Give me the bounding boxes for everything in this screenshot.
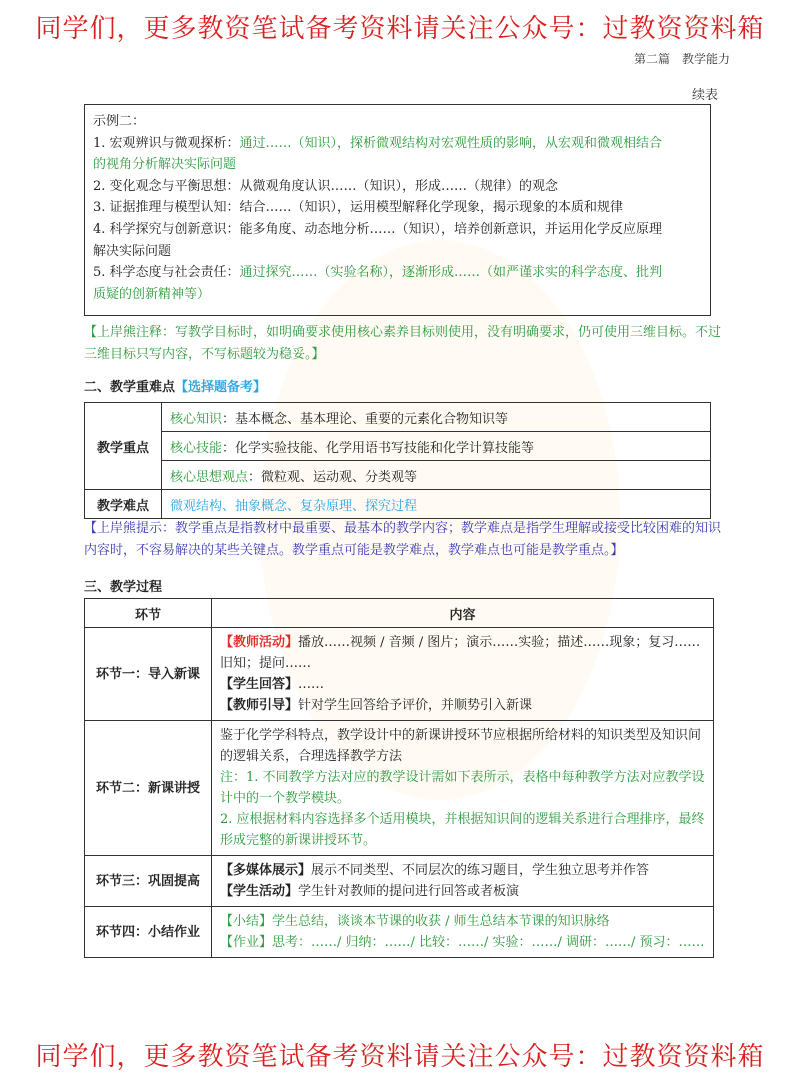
key-name: 核心思想观点 (170, 469, 249, 485)
page-header: 第二篇 教学能力 (633, 52, 730, 66)
item-label: 3. 证据推理与模型认知： (93, 200, 240, 216)
key-value: ：化学实验技能、化学用语书写技能和化学计算技能等 (222, 440, 535, 456)
section2-title: 二、教学重难点 (84, 380, 176, 395)
example-title: 示例二： (93, 114, 146, 129)
stage2-name: 环节二：新课讲授 (85, 721, 212, 856)
key-value: ：微粒观、运动观、分类观等 (248, 469, 418, 485)
item-text-cont: 解决实际问题 (93, 243, 172, 259)
section2-tag: 【选择题备考】 (175, 380, 267, 395)
item-text-cont: 质疑的创新精神等） (93, 286, 211, 302)
stage1-content (212, 628, 714, 721)
bottom-banner: 同学们，更多教资笔试备考资料请关注公众号：过教资资料箱 (35, 1042, 765, 1072)
item-label: 4. 科学探究与创新意识： (93, 221, 240, 237)
guide-tag: 【教师引导】 (220, 698, 299, 713)
continued-label: 续表 (691, 88, 718, 103)
example-box (84, 104, 711, 316)
guide-text: 针对学生回答给予评价，并顺势引入新课 (298, 698, 533, 713)
student-activity-text: 学生针对教师的提问进行回答或者板演 (298, 884, 520, 899)
item-text: 结合……（知识），运用模型解释化学现象，揭示现象的本质和规律 (239, 200, 624, 216)
media-text: 展示不同类型、不同层次的练习题目，学生独立思考并作答 (311, 863, 650, 878)
key-row (162, 432, 711, 461)
stage2-note1: 注：1. 不同教学方法对应的教学设计需如下表所示，表格中每种教学方法对应教学设计中的一个教学模块。 (220, 770, 705, 806)
key-row (162, 461, 711, 490)
stage4-content (212, 907, 714, 958)
section-title (84, 376, 266, 395)
col-header-content: 内容 (212, 599, 714, 628)
stage2-text: 鉴于化学学科特点，教学设计中的新课讲授环节应根据所给材料的知识类型及知识间的逻辑关系，合理选择教学方法 (220, 728, 702, 764)
note-annotation: 【上岸熊注释：写教学目标时，如明确要求使用核心素养目标则使用，没有明确要求，仍可使用三维目标。不过三维目标只写内容，不写标题较为稳妥。】 (84, 325, 722, 362)
student-text: …… (298, 677, 325, 692)
item-text: 通过探究……（实验名称），逐渐形成……（如严谨求实的科学态度、批判 (239, 265, 663, 281)
item-label: 1. 宏观辨识与微观探析： (93, 135, 240, 151)
stage2-content (212, 721, 714, 856)
note-tip: 【上岸熊提示：教学重点是指教材中最重要、最基本的教学内容；教学难点是指学生理解或接受比较困难的知识内容时，不容易解决的某些关键点。教学重点可能是教学难点，教学难点也可能是教学重点。】 (84, 521, 722, 558)
key-name: 核心知识 (170, 411, 223, 427)
key-label: 教学重点 (85, 403, 162, 490)
summary-text: 【小结】学生总结，谈谈本节课的收获 / 师生总结本节课的知识脉络 (220, 914, 610, 929)
key-points-table (84, 402, 711, 519)
item-text: 通过……（知识），探析微观结构对宏观性质的影响，从宏观和微观相结合 (239, 135, 663, 151)
section3-title: 三、教学过程 (84, 580, 163, 595)
item-label: 2. 变化观念与平衡思想： (93, 178, 240, 194)
item-text-cont: 的视角分析解决实际问题 (93, 157, 237, 173)
key-value: ：基本概念、基本理论、重要的元素化合物知识等 (222, 411, 509, 427)
homework-text: 【作业】思考：……/ 归纳：……/ 比较：……/ 实验：……/ 调研：……/ 预习：…… (220, 935, 705, 950)
teacher-tag: 【教师活动】 (220, 635, 299, 650)
media-tag: 【多媒体展示】 (220, 863, 312, 878)
item-label: 5. 科学态度与社会责任： (93, 265, 240, 281)
key-name: 核心技能 (170, 440, 223, 456)
item-text: 能多角度、动态地分析……（知识），培养创新意识，并运用化学反应原理 (239, 221, 663, 237)
teacher-text: 播放……视频 / 音频 / 图片；演示……实验；描述……现象；复习……旧知；提问…… (220, 635, 701, 671)
stage3-content (212, 856, 714, 907)
top-banner: 同学们，更多教资笔试备考资料请关注公众号：过教资资料箱 (35, 14, 765, 44)
col-header-stage: 环节 (85, 599, 212, 628)
item-text: 从微观角度认识……（知识），形成……（规律）的观念 (239, 178, 559, 194)
difficulty-label: 教学难点 (85, 490, 162, 519)
stage3-name: 环节三：巩固提高 (85, 856, 212, 907)
stage4-name: 环节四：小结作业 (85, 907, 212, 958)
difficulty-value: 微观结构、抽象概念、复杂原理、探究过程 (162, 490, 711, 519)
key-row (162, 403, 711, 432)
student-activity-tag: 【学生活动】 (220, 884, 299, 899)
student-tag: 【学生回答】 (220, 677, 299, 692)
stage2-note2: 2. 应根据材料内容选择多个适用模块，并根据知识间的逻辑关系进行合理排序，最终形成完整的新课讲授环节。 (220, 812, 705, 848)
process-table (84, 598, 714, 958)
stage1-name: 环节一：导入新课 (85, 628, 212, 721)
